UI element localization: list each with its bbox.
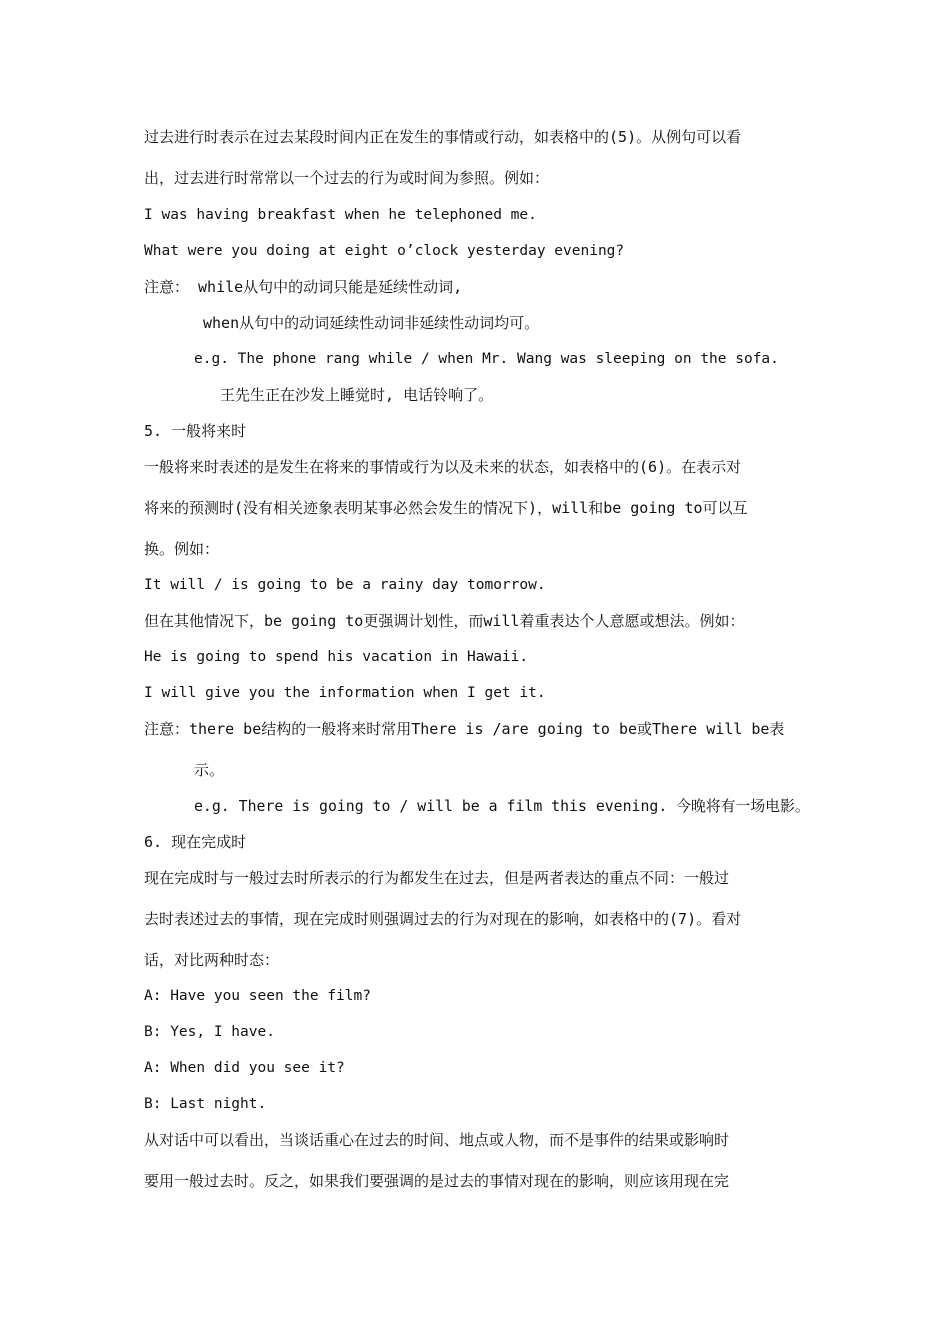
paragraph-line: 将来的预测时(没有相关迹象表明某事必然会发生的情况下)，will和be going to可以互 — [144, 499, 748, 517]
example-sentence: What were you doing at eight o’clock yesterday evening? — [144, 243, 625, 259]
note-line: 注意： while从句中的动词只能是延续性动词, — [144, 278, 463, 296]
paragraph-line: 要用一般过去时。反之，如果我们要强调的是过去的事情对现在的影响，则应该用现在完 — [144, 1172, 730, 1190]
paragraph-line: 一般将来时表述的是发生在将来的事情或行为以及未来的状态，如表格中的(6)。在表示对 — [144, 458, 742, 476]
paragraph-line: 出，过去进行时常常以一个过去的行为或时间为参照。例如： — [144, 169, 550, 187]
paragraph-line: 现在完成时与一般过去时所表示的行为都发生在过去，但是两者表达的重点不同：一般过 — [144, 869, 730, 887]
section-heading: 6. 现在完成时 — [144, 833, 247, 851]
note-line: when从句中的动词延续性动词非延续性动词均可。 — [203, 314, 540, 332]
section-heading: 5. 一般将来时 — [144, 422, 247, 440]
example-sentence: I was having breakfast when he telephoned me. — [144, 207, 537, 223]
paragraph-line: 话，对比两种时态： — [144, 951, 280, 969]
paragraph-line: 去时表述过去的事情，现在完成时则强调过去的行为对现在的影响，如表格中的(7)。看对 — [144, 910, 742, 928]
note-line: 示。 — [194, 761, 225, 779]
dialogue-line: A: Have you seen the film? — [144, 988, 371, 1004]
dialogue-line: B: Last night. — [144, 1096, 267, 1112]
translation-line: 王先生正在沙发上睡觉时, 电话铃响了。 — [220, 386, 494, 404]
note-line: 注意：there be结构的一般将来时常用There is /are going to be或There will be表 — [144, 720, 785, 738]
example-sentence: It will / is going to be a rainy day tomorrow. — [144, 577, 546, 593]
paragraph-line: 过去进行时表示在过去某段时间内正在发生的事情或行动，如表格中的(5)。从例句可以看 — [144, 128, 742, 146]
paragraph-line: 从对话中可以看出，当谈话重心在过去的时间、地点或人物，而不是事件的结果或影响时 — [144, 1131, 730, 1149]
dialogue-line: B: Yes, I have. — [144, 1024, 275, 1040]
example-sentence: I will give you the information when I get it. — [144, 685, 546, 701]
dialogue-line: A: When did you see it? — [144, 1060, 345, 1076]
example-sentence: He is going to spend his vacation in Hawaii. — [144, 649, 529, 665]
example-sentence: e.g. The phone rang while / when Mr. Wang was sleeping on the sofa. — [194, 351, 779, 367]
example-sentence: e.g. There is going to / will be a film this evening. 今晚将有一场电影。 — [194, 797, 810, 815]
paragraph-line: 但在其他情况下，be going to更强调计划性，而will着重表达个人意愿或想法。例如： — [144, 612, 745, 630]
paragraph-line: 换。例如： — [144, 540, 220, 558]
